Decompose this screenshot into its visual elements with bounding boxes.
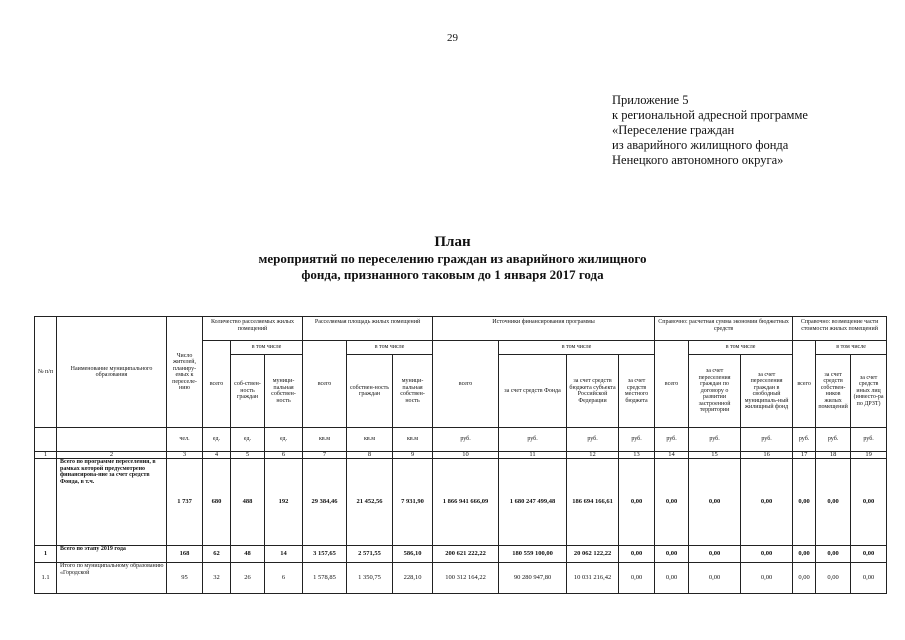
unit-cell: руб. xyxy=(655,428,689,452)
index-cell: 2 xyxy=(57,452,167,459)
cell-value: 0,00 xyxy=(851,563,887,594)
cell-value: 90 280 947,80 xyxy=(499,563,567,594)
title-line: мероприятий по переселению граждан из аварийного жилищного xyxy=(258,251,647,266)
cell-value: 0,00 xyxy=(619,546,655,563)
cell-value: 1 680 247 499,48 xyxy=(499,459,567,546)
unit-cell: кв.м xyxy=(303,428,347,452)
cell-value: 0,00 xyxy=(816,546,851,563)
header-cell: за счет переселения граждан в свободный муниципаль-ный жилищный фонд xyxy=(741,355,793,428)
row-name: Итого по муниципальному образованию «Городской xyxy=(57,563,167,594)
index-cell: 4 xyxy=(203,452,231,459)
header-cell: за счет средств иных лиц (инвесто-ра по ДРЗТ) xyxy=(851,355,887,428)
appendix-note xyxy=(612,93,808,168)
header-cell: за счет средств бюджета субъекта Российской Федерации xyxy=(567,355,619,428)
cell-value: 0,00 xyxy=(816,459,851,546)
index-cell: 10 xyxy=(433,452,499,459)
appendix-line: из аварийного жилищного фонда xyxy=(612,138,789,152)
table-row xyxy=(35,563,887,594)
cell-value: 1 737 xyxy=(167,459,203,546)
cell-value: 0,00 xyxy=(689,546,741,563)
header-cell: за счет средств местного бюджета xyxy=(619,355,655,428)
cell-value: 0,00 xyxy=(655,459,689,546)
cell-value: 200 621 222,22 xyxy=(433,546,499,563)
cell-value: 0,00 xyxy=(816,563,851,594)
cell-value: 186 694 166,61 xyxy=(567,459,619,546)
cell-value: 0,00 xyxy=(793,563,816,594)
header-cell: за счет средств Фонда xyxy=(499,355,567,428)
cell-value: 1 866 941 666,09 xyxy=(433,459,499,546)
cell-value: 0,00 xyxy=(689,563,741,594)
index-cell: 7 xyxy=(303,452,347,459)
index-cell: 1 xyxy=(35,452,57,459)
unit-cell: руб. xyxy=(567,428,619,452)
cell-value: 0,00 xyxy=(741,546,793,563)
cell-value: 0,00 xyxy=(741,459,793,546)
unit-cell: руб. xyxy=(433,428,499,452)
header-cell: всего xyxy=(303,341,347,428)
unit-cell: ед. xyxy=(265,428,303,452)
header-cell: муници-пальная собствен-ность xyxy=(265,355,303,428)
unit-cell: руб. xyxy=(816,428,851,452)
index-cell: 5 xyxy=(231,452,265,459)
unit-cell: кв.м xyxy=(347,428,393,452)
group-header: Количество расселяемых жилых помещений xyxy=(203,317,303,341)
cell-value: 48 xyxy=(231,546,265,563)
cell-value: 6 xyxy=(265,563,303,594)
cell-value: 32 xyxy=(203,563,231,594)
header-cell: № п/п xyxy=(35,317,57,428)
header-cell: за счет средств собствен-ников жилых помещений xyxy=(816,355,851,428)
header-cell: всего xyxy=(433,341,499,428)
cell-value: 0,00 xyxy=(689,459,741,546)
header-cell: всего xyxy=(203,341,231,428)
header-cell: Число жителей, планиру-емых к переселе-нию xyxy=(167,317,203,428)
table-row xyxy=(35,459,887,546)
page-number: 29 xyxy=(447,32,458,44)
subgroup-header: в том числе xyxy=(347,341,433,355)
cell-value: 1 350,75 xyxy=(347,563,393,594)
cell-value: 1 578,85 xyxy=(303,563,347,594)
cell-value: 228,10 xyxy=(393,563,433,594)
document-title xyxy=(0,234,905,283)
cell-value: 192 xyxy=(265,459,303,546)
unit-cell: руб. xyxy=(499,428,567,452)
cell-value: 2 571,55 xyxy=(347,546,393,563)
cell-value: 29 384,46 xyxy=(303,459,347,546)
cell-value: 0,00 xyxy=(793,546,816,563)
unit-cell: руб. xyxy=(851,428,887,452)
cell-value: 3 157,65 xyxy=(303,546,347,563)
cell-value: 26 xyxy=(231,563,265,594)
unit-cell: руб. xyxy=(619,428,655,452)
index-cell: 17 xyxy=(793,452,816,459)
index-cell: 16 xyxy=(741,452,793,459)
cell-value: 62 xyxy=(203,546,231,563)
index-cell: 15 xyxy=(689,452,741,459)
row-number: 1 xyxy=(35,546,57,563)
cell-value: 0,00 xyxy=(655,563,689,594)
header-cell: Наименование муниципального образования xyxy=(57,317,167,428)
unit-cell: кв.м xyxy=(393,428,433,452)
cell-value: 0,00 xyxy=(851,459,887,546)
index-cell: 19 xyxy=(851,452,887,459)
unit-cell: ед. xyxy=(203,428,231,452)
header-cell: соб-ствен-ность граждан xyxy=(231,355,265,428)
column-index-row xyxy=(35,452,887,459)
group-header: Справочно: возмещение части стоимости жилых помещений xyxy=(793,317,887,341)
plan-table xyxy=(34,316,887,594)
index-cell: 6 xyxy=(265,452,303,459)
index-cell: 18 xyxy=(816,452,851,459)
cell-value: 100 312 164,22 xyxy=(433,563,499,594)
index-cell: 14 xyxy=(655,452,689,459)
cell-value: 586,10 xyxy=(393,546,433,563)
cell-value: 95 xyxy=(167,563,203,594)
row-name: Всего по программе переселения, в рамках которой предусмотрено финансирова-ние за счет средств Фонда, в т.ч. xyxy=(57,459,167,546)
cell-value: 0,00 xyxy=(741,563,793,594)
row-number xyxy=(35,459,57,546)
unit-cell: руб. xyxy=(741,428,793,452)
index-cell: 12 xyxy=(567,452,619,459)
cell-value: 7 931,90 xyxy=(393,459,433,546)
title-line: фонда, признанного таковым до 1 января 2017 года xyxy=(301,267,604,282)
subgroup-header: в том числе xyxy=(816,341,887,355)
unit-cell: чел. xyxy=(167,428,203,452)
appendix-line: Приложение 5 xyxy=(612,93,689,107)
cell-value: 0,00 xyxy=(655,546,689,563)
cell-value: 21 452,56 xyxy=(347,459,393,546)
cell-value: 180 559 100,00 xyxy=(499,546,567,563)
table-row xyxy=(35,546,887,563)
subgroup-header: в том числе xyxy=(499,341,655,355)
unit-cell xyxy=(35,428,57,452)
cell-value: 20 062 122,22 xyxy=(567,546,619,563)
units-row xyxy=(35,428,887,452)
group-header: Источники финансирования программы xyxy=(433,317,655,341)
cell-value: 10 031 216,42 xyxy=(567,563,619,594)
unit-cell xyxy=(57,428,167,452)
appendix-line: Ненецкого автономного округа» xyxy=(612,153,784,167)
index-cell: 8 xyxy=(347,452,393,459)
header-cell: всего xyxy=(655,341,689,428)
index-cell: 3 xyxy=(167,452,203,459)
cell-value: 0,00 xyxy=(619,459,655,546)
row-name: Всего по этапу 2019 года xyxy=(57,546,167,563)
subgroup-header: в том числе xyxy=(689,341,793,355)
index-cell: 13 xyxy=(619,452,655,459)
cell-value: 0,00 xyxy=(793,459,816,546)
title-line: План xyxy=(434,234,471,250)
header-cell: всего xyxy=(793,341,816,428)
appendix-line: «Переселение граждан xyxy=(612,123,735,137)
unit-cell: руб. xyxy=(793,428,816,452)
index-cell: 9 xyxy=(393,452,433,459)
header-cell: собствен-ность граждан xyxy=(347,355,393,428)
appendix-line: к региональной адресной программе xyxy=(612,108,808,122)
unit-cell: руб. xyxy=(689,428,741,452)
header-cell: муници-пальная собствен-ность xyxy=(393,355,433,428)
subgroup-header: в том числе xyxy=(231,341,303,355)
cell-value: 14 xyxy=(265,546,303,563)
group-header: Расселяемая площадь жилых помещений xyxy=(303,317,433,341)
cell-value: 0,00 xyxy=(619,563,655,594)
index-cell: 11 xyxy=(499,452,567,459)
unit-cell: ед. xyxy=(231,428,265,452)
header-cell: за счет переселения граждан по договору о развитии застроенной территории xyxy=(689,355,741,428)
group-header: Справочно: расчетная сумма экономии бюджетных средств xyxy=(655,317,793,341)
row-number: 1.1 xyxy=(35,563,57,594)
cell-value: 488 xyxy=(231,459,265,546)
cell-value: 168 xyxy=(167,546,203,563)
cell-value: 0,00 xyxy=(851,546,887,563)
cell-value: 680 xyxy=(203,459,231,546)
